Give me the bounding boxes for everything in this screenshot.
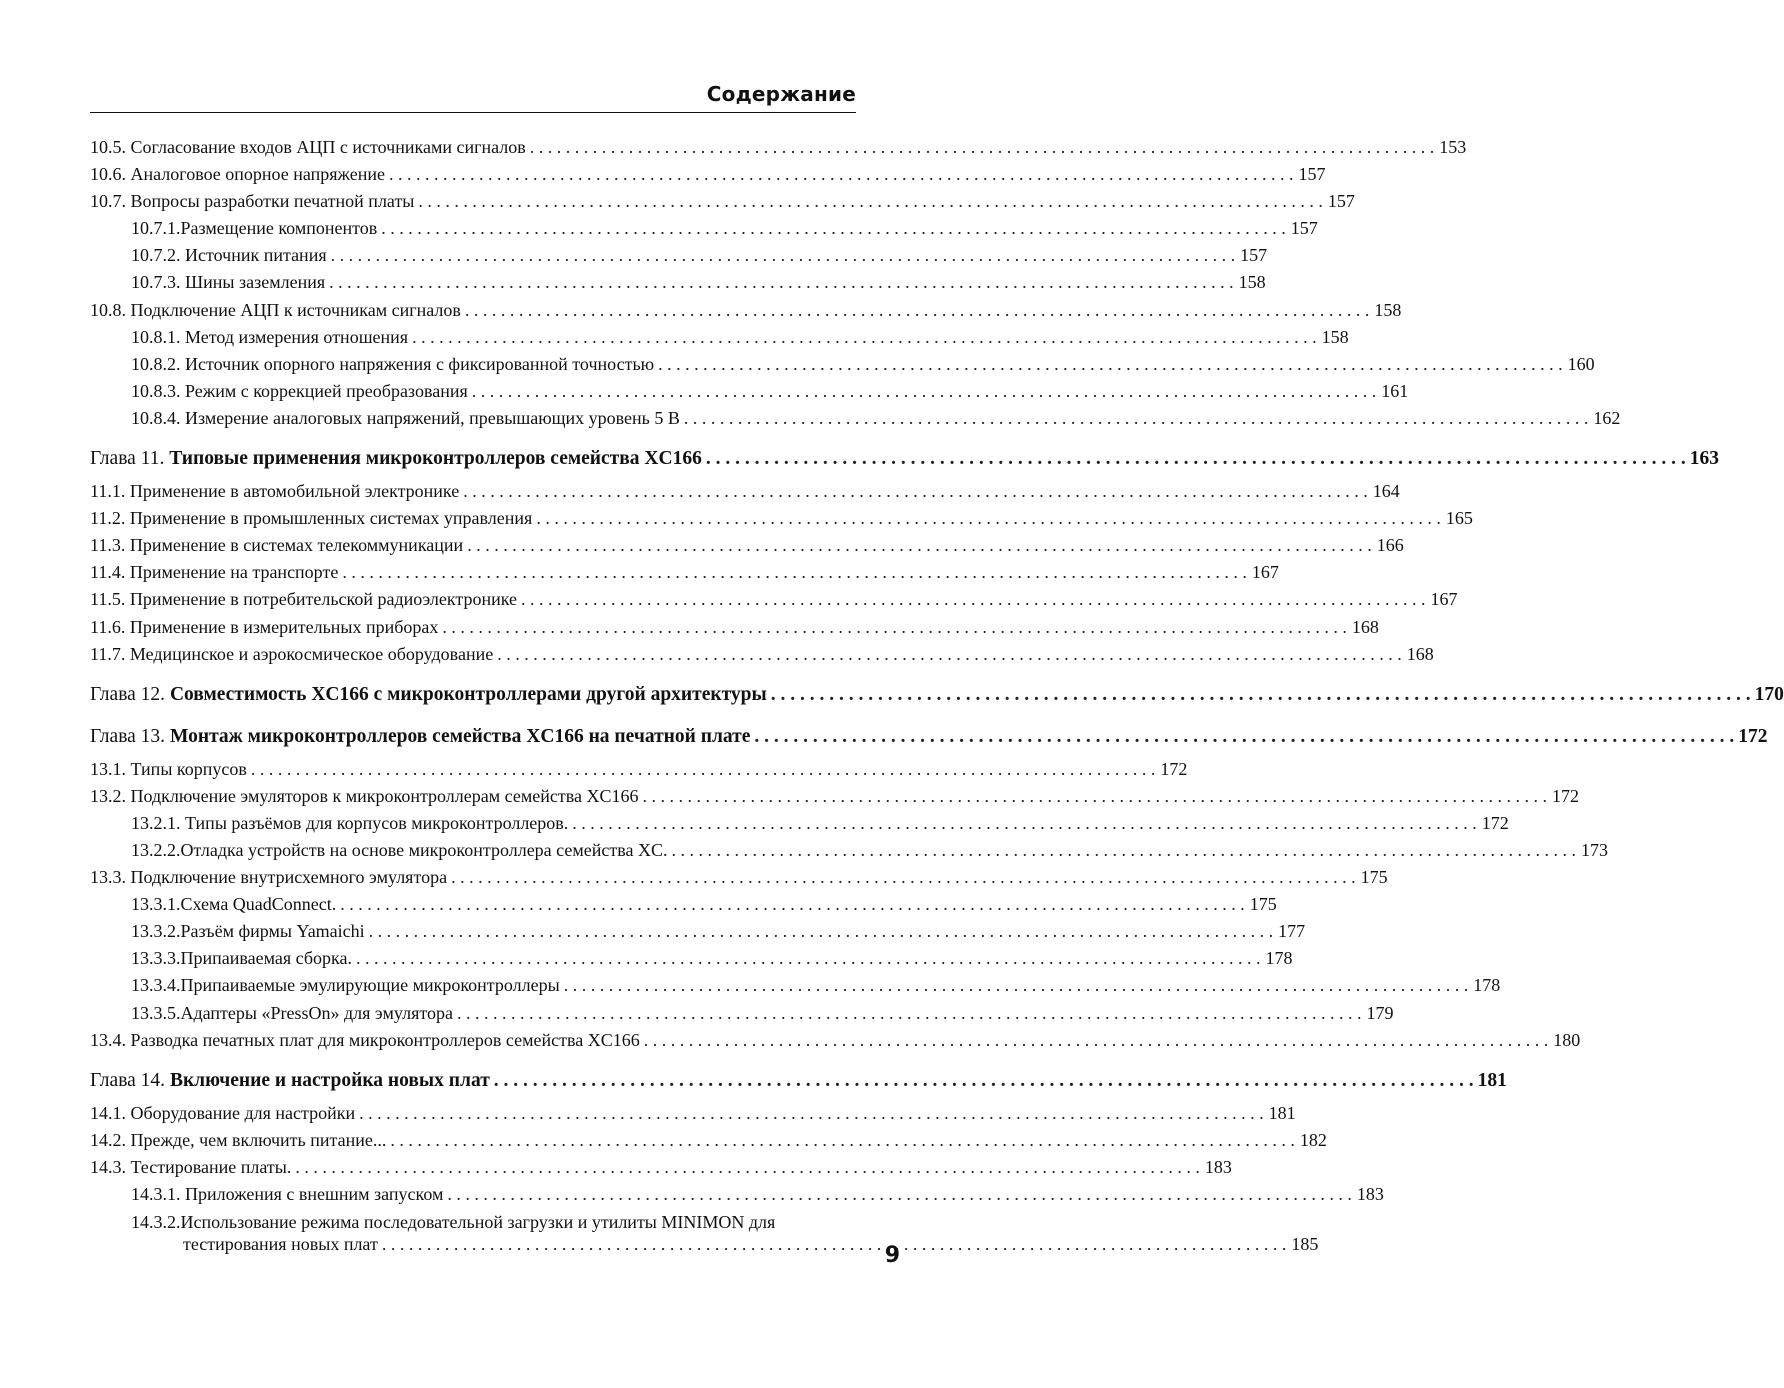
entry-title: Приложения с внешним запуском (185, 1184, 444, 1204)
toc-entry-10-7-2 (90, 242, 1268, 269)
entry-title: Источник питания (185, 245, 327, 266)
leader-dots (389, 161, 1294, 188)
entry-title: Применение в потребительской радиоэлектронике (129, 589, 518, 610)
table-of-contents (90, 134, 1784, 1255)
entry-page: 181 (1268, 1102, 1296, 1123)
toc-entry-10-8-2 (90, 351, 1595, 378)
entry-number: 13.3.3. (131, 948, 181, 969)
chapter-page: 170 (1754, 683, 1784, 705)
toc-entry-10-7-3 (90, 269, 1266, 296)
entry-page: 157 (1327, 191, 1355, 212)
entry-page: 161 (1381, 380, 1409, 401)
entry-title: Режим с коррекцией преобразования (185, 380, 468, 401)
toc-entry-13-3-1 (90, 891, 1277, 918)
entry-number: 11.6. (90, 616, 126, 637)
entry-page: 180 (1553, 1029, 1581, 1050)
entry-number: 13.1. (90, 758, 126, 779)
entry-number: 10.7.1. (131, 218, 181, 239)
toc-entry-11-7 (90, 641, 1434, 668)
entry-title: Применение в промышленных системах управления (129, 508, 533, 529)
entry-page: 182 (1299, 1129, 1327, 1150)
entry-title: Применение на транспорте (129, 562, 339, 583)
entry-number: 11.3. (90, 535, 126, 556)
entry-page: 183 (1356, 1184, 1384, 1204)
toc-entry-13-3-3 (90, 945, 1293, 972)
entry-page: 157 (1290, 218, 1318, 239)
entry-number: 11.1. (90, 481, 126, 502)
entry-number: 10.7. (90, 191, 126, 212)
entry-page: 178 (1265, 948, 1293, 969)
chapter-title: Совместимость XC166 с микроконтроллерами другой архитектуры (169, 683, 767, 705)
toc-chapter-12 (90, 680, 1784, 710)
toc-entry-10-8-1 (90, 324, 1349, 351)
leader-dots (472, 378, 1377, 405)
chapter-title: Включение и настройка новых плат (169, 1069, 490, 1091)
entry-number: 11.2. (90, 508, 126, 529)
chapter-number: Глава 13. (90, 725, 166, 747)
entry-title: Прежде, чем включить питание... (130, 1129, 387, 1150)
entry-page: 183 (1204, 1156, 1232, 1177)
entry-title: Применение в системах телекоммуникации (129, 535, 464, 556)
entry-page: 167 (1251, 562, 1279, 583)
entry-number: 13.3. (90, 867, 126, 888)
toc-entry-14-1 (90, 1100, 1296, 1127)
entry-number: 14.3.2. (131, 1212, 181, 1233)
toc-entry-10-8-4 (90, 405, 1621, 432)
leader-dots (418, 188, 1323, 215)
entry-title: Применение в измерительных приборах (129, 616, 439, 637)
entry-page: 168 (1406, 643, 1434, 664)
running-head-title: Содержание (706, 82, 856, 106)
entry-number: 10.7.3. (131, 272, 181, 293)
toc-entry-10-5 (90, 134, 1467, 161)
leader-dots (251, 756, 1156, 783)
leader-dots (381, 215, 1286, 242)
leader-dots (467, 532, 1372, 559)
toc-entry-13-2-2 (90, 837, 1608, 864)
entry-page: 165 (1445, 508, 1473, 529)
entry-title: Разъём фирмы Yamaichi (180, 921, 365, 942)
entry-page: 179 (1366, 1002, 1394, 1023)
leader-dots (340, 891, 1245, 918)
entry-number: 13.2.2. (131, 839, 181, 860)
leader-dots (331, 242, 1236, 269)
chapter-page: 172 (1738, 725, 1768, 747)
entry-title: Схема QuadConnect. (180, 894, 337, 915)
leader-dots (447, 1181, 1352, 1208)
entry-title: Измерение аналоговых напряжений, превышающих уровень 5 В (185, 407, 680, 428)
leader-dots (451, 864, 1356, 891)
toc-entry-11-2 (90, 505, 1473, 532)
toc-entry-14-2 (90, 1127, 1327, 1154)
toc-entry-14-3-1 (90, 1181, 1384, 1208)
toc-entry-13-2-1 (90, 810, 1509, 837)
leader-dots (497, 641, 1402, 668)
toc-entry-14-3-2 (90, 1208, 1319, 1255)
leader-dots (536, 505, 1441, 532)
entry-title: Подключение эмуляторов к микроконтроллерам семейства XC166 (130, 785, 639, 806)
toc-entry-10-8-3 (90, 378, 1409, 405)
entry-number: 14.3. (90, 1156, 126, 1177)
entry-number: 14.2. (90, 1129, 126, 1150)
entry-number: 13.3.1. (131, 894, 181, 915)
toc-entry-11-1 (90, 478, 1400, 505)
chapter-page: 163 (1689, 448, 1719, 470)
entry-number: 11.7. (90, 643, 126, 664)
entry-title: Подключение АЦП к источникам сигналов (130, 299, 461, 320)
entry-title: Источник опорного напряжения с фиксированной точностью (185, 353, 655, 374)
entry-page: 173 (1581, 839, 1608, 860)
entry-page: 158 (1238, 272, 1266, 293)
toc-entry-11-6 (90, 614, 1379, 641)
entry-title: Припаиваемая сборка. (180, 948, 352, 969)
toc-entry-11-5 (90, 586, 1458, 613)
entry-title: Отладка устройств на основе микроконтроллера семейства XC. (180, 839, 668, 860)
entry-number: 14.3.1. (131, 1184, 181, 1204)
entry-title: Типы корпусов (130, 758, 247, 779)
entry-title: Подключение внутрисхемного эмулятора (130, 867, 448, 888)
entry-title: Шины заземления (185, 272, 326, 293)
entry-page: 172 (1551, 785, 1579, 806)
entry-page: 175 (1249, 894, 1277, 915)
entry-page: 175 (1360, 867, 1388, 888)
entry-number: 10.8.2. (131, 353, 181, 374)
leader-dots (457, 1000, 1362, 1027)
entry-page: 158 (1374, 299, 1402, 320)
leader-dots (672, 837, 1577, 864)
entry-page: 164 (1372, 481, 1400, 502)
entry-page: 157 (1240, 245, 1268, 266)
toc-entry-13-2 (90, 783, 1579, 810)
entry-number: 10.7.2. (131, 245, 181, 266)
entry-number: 13.2. (90, 785, 126, 806)
toc-entry-10-7-1 (90, 215, 1318, 242)
entry-title: Припаиваемые эмулирующие микроконтроллеры (180, 975, 560, 996)
toc-entry-13-3-4 (90, 972, 1501, 999)
toc-entry-10-8 (90, 297, 1402, 324)
leader-dots (463, 478, 1368, 505)
entry-title: Вопросы разработки печатной платы (130, 191, 415, 212)
entry-title: Тестирование платы. (130, 1156, 292, 1177)
leader-dots (359, 1100, 1264, 1127)
entry-title: Метод измерения отношения (185, 326, 409, 347)
entry-page: 160 (1567, 353, 1595, 374)
leader-dots (356, 945, 1261, 972)
toc-entry-13-1 (90, 756, 1188, 783)
leader-dots (465, 297, 1370, 324)
leader-dots (564, 972, 1469, 999)
leader-dots (530, 134, 1435, 161)
toc-entry-11-4 (90, 559, 1279, 586)
entry-page: 185 (1291, 1234, 1319, 1255)
entry-number: 10.8. (90, 299, 126, 320)
entry-number: 13.3.2. (131, 921, 181, 942)
entry-title: Медицинское и аэрокосмическое оборудование (129, 643, 494, 664)
toc-chapter-11 (90, 444, 1719, 474)
leader-dots (369, 918, 1274, 945)
entry-number: 14.1. (90, 1102, 126, 1123)
leader-dots (771, 680, 1751, 710)
leader-dots (295, 1154, 1200, 1181)
entry-page: 178 (1473, 975, 1501, 996)
leader-dots (442, 614, 1347, 641)
toc-entry-14-3 (90, 1154, 1232, 1181)
chapter-title: Типовые применения микроконтроллеров семейства XC166 (169, 448, 702, 470)
entry-title: Оборудование для настройки (130, 1102, 356, 1123)
entry-title: Согласование входов АЦП с источниками сигналов (130, 137, 526, 157)
entry-page: 158 (1321, 326, 1349, 347)
page-number: 9 (884, 1243, 900, 1268)
entry-number: 10.8.1. (131, 326, 181, 347)
entry-page: 167 (1430, 589, 1458, 610)
entry-number: 13.3.4. (131, 975, 181, 996)
leader-dots (412, 324, 1317, 351)
entry-page: 157 (1298, 164, 1326, 185)
entry-number: 10.6. (90, 164, 126, 185)
entry-number: 10.5. (90, 137, 126, 157)
leader-dots (706, 444, 1686, 474)
entry-page: 177 (1278, 921, 1306, 942)
page-header (90, 80, 856, 113)
entry-number: 13.4. (90, 1029, 126, 1050)
entry-page: 172 (1481, 812, 1509, 833)
chapter-number: Глава 11. (90, 448, 165, 470)
entry-page: 166 (1376, 535, 1404, 556)
leader-dots (572, 810, 1477, 837)
toc-entry-13-3-5 (90, 1000, 1394, 1027)
entry-continuation-line (131, 1233, 1319, 1255)
entry-number: 10.8.4. (131, 407, 181, 428)
leader-dots (644, 1027, 1549, 1054)
entry-page: 172 (1160, 758, 1188, 779)
entry-page: 162 (1593, 407, 1621, 428)
entry-first-line (131, 1211, 856, 1233)
leader-dots (658, 351, 1563, 378)
leader-dots (754, 722, 1734, 752)
toc-chapter-14 (90, 1066, 1507, 1096)
leader-dots (390, 1127, 1295, 1154)
chapter-number: Глава 14. (90, 1069, 166, 1091)
leader-dots (342, 559, 1247, 586)
entry-title: Типы разъёмов для корпусов микроконтроллеров. (185, 812, 569, 833)
leader-dots (382, 1233, 1287, 1255)
leader-dots (642, 783, 1547, 810)
entry-number: 11.4. (90, 562, 126, 583)
chapter-title: Монтаж микроконтроллеров семейства XC166 на печатной плате (169, 725, 751, 747)
entry-number: 11.5. (90, 589, 126, 610)
entry-title: Аналоговое опорное напряжение (130, 164, 385, 185)
entry-title: Использование режима последовательной загрузки и утилиты MINIMON для (180, 1212, 776, 1233)
entry-number: 10.8.3. (131, 380, 181, 401)
entry-title: Разводка печатных плат для микроконтроллеров семейства XC166 (130, 1029, 640, 1050)
entry-number: 13.3.5. (131, 1002, 181, 1023)
leader-dots (329, 269, 1234, 296)
toc-entry-10-6 (90, 161, 1326, 188)
leader-dots (684, 405, 1589, 432)
leader-dots (521, 586, 1426, 613)
entry-page: 168 (1351, 616, 1379, 637)
entry-number: 13.2.1. (131, 812, 181, 833)
entry-title: Размещение компонентов (180, 218, 378, 239)
toc-entry-13-3 (90, 864, 1388, 891)
entry-title-continuation: тестирования новых плат (183, 1234, 378, 1255)
leader-dots (494, 1066, 1474, 1096)
toc-entry-11-3 (90, 532, 1404, 559)
chapter-number: Глава 12. (90, 683, 166, 705)
toc-entry-13-3-2 (90, 918, 1306, 945)
entry-title: Адаптеры «PressOn» для эмулятора (180, 1002, 453, 1023)
entry-title: Применение в автомобильной электронике (129, 481, 460, 502)
toc-entry-13-4 (90, 1027, 1581, 1054)
toc-entry-10-7 (90, 188, 1355, 215)
chapter-page: 181 (1477, 1069, 1507, 1091)
toc-chapter-13 (90, 722, 1768, 752)
entry-page: 153 (1439, 137, 1467, 157)
